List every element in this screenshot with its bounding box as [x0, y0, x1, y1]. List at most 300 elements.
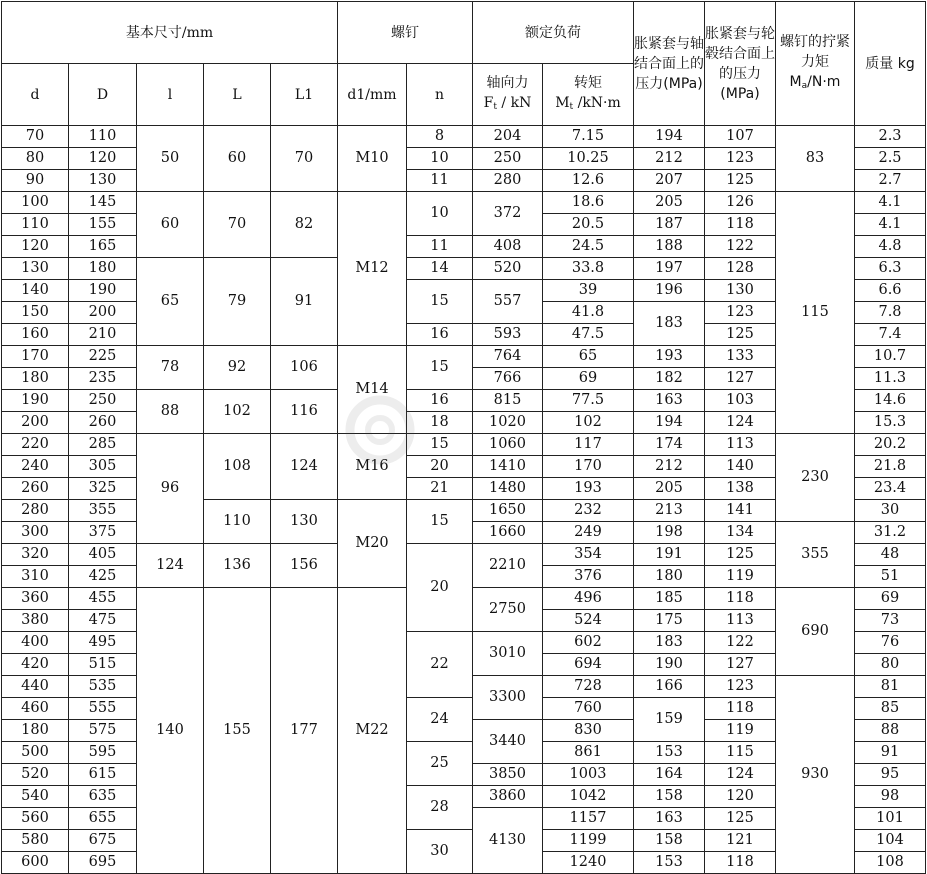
cell-p-hub: 107 [705, 126, 776, 148]
cell-mass: 6.3 [855, 258, 926, 280]
cell-Ma: 115 [776, 192, 855, 434]
cell-L1: 91 [271, 258, 338, 346]
cell-mass: 51 [855, 566, 926, 588]
cell-Ft: 3440 [473, 720, 543, 764]
cell-Ft: 3860 [473, 786, 543, 808]
cell-n: 18 [407, 412, 473, 434]
cell-D: 375 [69, 522, 137, 544]
cell-L1: 116 [271, 390, 338, 434]
cell-Mt: 10.25 [543, 148, 634, 170]
cell-p-hub: 125 [705, 808, 776, 830]
cell-Ft: 204 [473, 126, 543, 148]
cell-d: 140 [2, 280, 69, 302]
cell-Mt: 728 [543, 676, 634, 698]
cell-mass: 88 [855, 720, 926, 742]
cell-Ft: 408 [473, 236, 543, 258]
cell-D: 495 [69, 632, 137, 654]
cell-D: 425 [69, 566, 137, 588]
cell-Ft: 1480 [473, 478, 543, 500]
axial-force-unit: $F_t$ / kN [483, 94, 532, 112]
cell-mass: 10.7 [855, 346, 926, 368]
cell-L: 108 [204, 434, 271, 500]
cell-p-shaft: 183 [634, 632, 705, 654]
cell-d: 190 [2, 390, 69, 412]
cell-D: 145 [69, 192, 137, 214]
cell-mass: 4.8 [855, 236, 926, 258]
cell-mass: 11.3 [855, 368, 926, 390]
cell-D: 210 [69, 324, 137, 346]
cell-p-shaft: 159 [634, 698, 705, 742]
cell-l: 140 [137, 588, 204, 874]
cell-D: 455 [69, 588, 137, 610]
cell-d1: M12 [338, 192, 407, 346]
cell-d: 220 [2, 434, 69, 456]
cell-l: 88 [137, 390, 204, 434]
cell-mass: 80 [855, 654, 926, 676]
cell-mass: 2.3 [855, 126, 926, 148]
cell-p-hub: 119 [705, 720, 776, 742]
cell-Mt: 602 [543, 632, 634, 654]
cell-L1: 130 [271, 500, 338, 544]
cell-n: 15 [407, 346, 473, 390]
cell-p-shaft: 153 [634, 852, 705, 874]
cell-n: 11 [407, 170, 473, 192]
cell-n: 25 [407, 742, 473, 786]
cell-p-hub: 127 [705, 368, 776, 390]
cell-mass: 108 [855, 852, 926, 874]
cell-L1: 156 [271, 544, 338, 588]
header-screw: 螺钉 [338, 2, 473, 64]
header-d: d [2, 64, 69, 126]
cell-D: 165 [69, 236, 137, 258]
cell-p-hub: 120 [705, 786, 776, 808]
cell-Mt: 33.8 [543, 258, 634, 280]
cell-d: 130 [2, 258, 69, 280]
cell-d: 320 [2, 544, 69, 566]
cell-n: 14 [407, 258, 473, 280]
cell-p-shaft: 183 [634, 302, 705, 346]
cell-Mt: 232 [543, 500, 634, 522]
cell-d: 440 [2, 676, 69, 698]
cell-n: 22 [407, 632, 473, 698]
cell-p-hub: 118 [705, 852, 776, 874]
cell-p-shaft: 158 [634, 786, 705, 808]
header-d1: d1/mm [338, 64, 407, 126]
header-L1: L1 [271, 64, 338, 126]
cell-L1: 106 [271, 346, 338, 390]
cell-D: 155 [69, 214, 137, 236]
cell-mass: 69 [855, 588, 926, 610]
cell-Ft: 372 [473, 192, 543, 236]
cell-p-shaft: 196 [634, 280, 705, 302]
cell-Mt: 39 [543, 280, 634, 302]
cell-D: 655 [69, 808, 137, 830]
cell-L: 60 [204, 126, 271, 192]
cell-D: 225 [69, 346, 137, 368]
cell-L1: 124 [271, 434, 338, 500]
cell-D: 110 [69, 126, 137, 148]
cell-D: 535 [69, 676, 137, 698]
cell-mass: 15.3 [855, 412, 926, 434]
cell-Mt: 65 [543, 346, 634, 368]
cell-mass: 21.8 [855, 456, 926, 478]
header-basic-size: 基本尺寸/mm [2, 2, 338, 64]
cell-p-hub: 123 [705, 676, 776, 698]
header-l: l [137, 64, 204, 126]
cell-d: 500 [2, 742, 69, 764]
cell-mass: 4.1 [855, 192, 926, 214]
cell-mass: 95 [855, 764, 926, 786]
cell-mass: 7.8 [855, 302, 926, 324]
cell-L: 102 [204, 390, 271, 434]
cell-d: 520 [2, 764, 69, 786]
header-torque [543, 64, 634, 126]
cell-n: 16 [407, 324, 473, 346]
cell-Ft: 520 [473, 258, 543, 280]
cell-L1: 82 [271, 192, 338, 258]
cell-mass: 101 [855, 808, 926, 830]
cell-Ma: 930 [776, 676, 855, 874]
cell-Ma: 355 [776, 522, 855, 588]
cell-p-shaft: 164 [634, 764, 705, 786]
cell-l: 96 [137, 434, 204, 544]
cell-Mt: 694 [543, 654, 634, 676]
cell-d1: M10 [338, 126, 407, 192]
cell-D: 595 [69, 742, 137, 764]
table-row [2, 192, 926, 214]
cell-p-shaft: 188 [634, 236, 705, 258]
cell-p-shaft: 212 [634, 456, 705, 478]
cell-d: 160 [2, 324, 69, 346]
cell-D: 515 [69, 654, 137, 676]
cell-d: 580 [2, 830, 69, 852]
cell-p-hub: 127 [705, 654, 776, 676]
cell-mass: 81 [855, 676, 926, 698]
cell-p-shaft: 174 [634, 434, 705, 456]
cell-Mt: 7.15 [543, 126, 634, 148]
cell-p-hub: 125 [705, 170, 776, 192]
cell-Mt: 117 [543, 434, 634, 456]
cell-p-shaft: 197 [634, 258, 705, 280]
cell-Mt: 12.6 [543, 170, 634, 192]
cell-D: 130 [69, 170, 137, 192]
cell-p-shaft: 175 [634, 610, 705, 632]
cell-D: 200 [69, 302, 137, 324]
cell-D: 675 [69, 830, 137, 852]
cell-d: 400 [2, 632, 69, 654]
cell-Ft: 557 [473, 280, 543, 324]
cell-p-hub: 141 [705, 500, 776, 522]
cell-D: 250 [69, 390, 137, 412]
subscript: t [569, 101, 574, 112]
cell-Mt: 1199 [543, 830, 634, 852]
cell-n: 28 [407, 786, 473, 830]
cell-l: 60 [137, 192, 204, 258]
cell-Mt: 496 [543, 588, 634, 610]
cell-d: 240 [2, 456, 69, 478]
cell-p-shaft: 187 [634, 214, 705, 236]
cell-p-hub: 126 [705, 192, 776, 214]
cell-p-shaft: 180 [634, 566, 705, 588]
cell-p-shaft: 153 [634, 742, 705, 764]
cell-p-hub: 115 [705, 742, 776, 764]
cell-d: 420 [2, 654, 69, 676]
cell-Mt: 24.5 [543, 236, 634, 258]
cell-p-shaft: 185 [634, 588, 705, 610]
cell-d: 180 [2, 720, 69, 742]
cell-L1: 177 [271, 588, 338, 874]
cell-n: 15 [407, 434, 473, 456]
cell-Ft: 1020 [473, 412, 543, 434]
cell-p-hub: 130 [705, 280, 776, 302]
cell-D: 695 [69, 852, 137, 874]
cell-d: 380 [2, 610, 69, 632]
cell-mass: 2.7 [855, 170, 926, 192]
cell-D: 260 [69, 412, 137, 434]
cell-n: 8 [407, 126, 473, 148]
cell-Ft: 2750 [473, 588, 543, 632]
cell-mass: 4.1 [855, 214, 926, 236]
cell-L: 92 [204, 346, 271, 390]
cell-mass: 85 [855, 698, 926, 720]
cell-p-hub: 124 [705, 764, 776, 786]
header-D: D [69, 64, 137, 126]
cell-mass: 76 [855, 632, 926, 654]
cell-Mt: 18.6 [543, 192, 634, 214]
cell-l: 124 [137, 544, 204, 588]
cell-L: 70 [204, 192, 271, 258]
cell-L: 110 [204, 500, 271, 544]
cell-d: 110 [2, 214, 69, 236]
cell-mass: 98 [855, 786, 926, 808]
cell-D: 405 [69, 544, 137, 566]
cell-mass: 20.2 [855, 434, 926, 456]
cell-d1: M14 [338, 346, 407, 434]
cell-Mt: 102 [543, 412, 634, 434]
cell-d1: M20 [338, 500, 407, 588]
cell-D: 635 [69, 786, 137, 808]
cell-mass: 31.2 [855, 522, 926, 544]
cell-mass: 23.4 [855, 478, 926, 500]
torque-label: 转矩 [574, 74, 602, 91]
cell-p-hub: 113 [705, 434, 776, 456]
cell-n: 30 [407, 830, 473, 874]
cell-Mt: 193 [543, 478, 634, 500]
cell-d: 300 [2, 522, 69, 544]
cell-n: 10 [407, 192, 473, 236]
cell-d: 310 [2, 566, 69, 588]
cell-mass: 91 [855, 742, 926, 764]
cell-D: 305 [69, 456, 137, 478]
cell-p-hub: 118 [705, 214, 776, 236]
cell-p-shaft: 213 [634, 500, 705, 522]
cell-p-hub: 118 [705, 588, 776, 610]
cell-mass: 14.6 [855, 390, 926, 412]
cell-Mt: 524 [543, 610, 634, 632]
cell-d: 280 [2, 500, 69, 522]
cell-d: 600 [2, 852, 69, 874]
cell-mass: 48 [855, 544, 926, 566]
header-L: L [204, 64, 271, 126]
cell-p-shaft: 163 [634, 808, 705, 830]
cell-Mt: 170 [543, 456, 634, 478]
table-row [2, 126, 926, 148]
cell-p-hub: 134 [705, 522, 776, 544]
cell-Mt: 861 [543, 742, 634, 764]
cell-D: 120 [69, 148, 137, 170]
cell-n: 21 [407, 478, 473, 500]
cell-mass: 6.6 [855, 280, 926, 302]
cell-Ma: 83 [776, 126, 855, 192]
cell-Ft: 3850 [473, 764, 543, 786]
cell-d: 200 [2, 412, 69, 434]
cell-Mt: 760 [543, 698, 634, 720]
cell-Mt: 1003 [543, 764, 634, 786]
cell-Mt: 77.5 [543, 390, 634, 412]
cell-D: 285 [69, 434, 137, 456]
cell-d1: M16 [338, 434, 407, 500]
cell-mass: 2.5 [855, 148, 926, 170]
cell-p-shaft: 205 [634, 192, 705, 214]
cell-n: 11 [407, 236, 473, 258]
cell-p-hub: 122 [705, 632, 776, 654]
cell-l: 65 [137, 258, 204, 346]
header-axial-force [473, 64, 543, 126]
cell-n: 16 [407, 390, 473, 412]
cell-Ft: 2210 [473, 544, 543, 588]
cell-d: 70 [2, 126, 69, 148]
cell-Mt: 830 [543, 720, 634, 742]
cell-Ft: 3300 [473, 676, 543, 720]
cell-p-hub: 121 [705, 830, 776, 852]
cell-p-hub: 125 [705, 324, 776, 346]
cell-p-hub: 128 [705, 258, 776, 280]
cell-Mt: 41.8 [543, 302, 634, 324]
cell-d: 80 [2, 148, 69, 170]
cell-Ft: 250 [473, 148, 543, 170]
cell-p-shaft: 163 [634, 390, 705, 412]
cell-D: 190 [69, 280, 137, 302]
cell-p-hub: 119 [705, 566, 776, 588]
header-tighten-torque: 螺钉的拧紧力矩$M_a/N\cdot m$ [776, 2, 855, 126]
cell-Ft: 593 [473, 324, 543, 346]
cell-D: 355 [69, 500, 137, 522]
cell-p-hub: 118 [705, 698, 776, 720]
cell-Mt: 1042 [543, 786, 634, 808]
cell-p-shaft: 166 [634, 676, 705, 698]
cell-d: 360 [2, 588, 69, 610]
header-rated-load: 额定负荷 [473, 2, 634, 64]
cell-mass: 7.4 [855, 324, 926, 346]
cell-l: 78 [137, 346, 204, 390]
header-shaft-pressure: 胀紧套与轴结合面上的压力(MPa) [634, 2, 705, 126]
cell-Ft: 280 [473, 170, 543, 192]
cell-Ft: 1410 [473, 456, 543, 478]
cell-Mt: 354 [543, 544, 634, 566]
table-body [2, 126, 926, 874]
cell-p-shaft: 194 [634, 126, 705, 148]
axial-force-label: 轴向力 [486, 74, 529, 91]
cell-p-shaft: 205 [634, 478, 705, 500]
cell-p-hub: 113 [705, 610, 776, 632]
cell-p-shaft: 190 [634, 654, 705, 676]
cell-p-hub: 122 [705, 236, 776, 258]
cell-D: 325 [69, 478, 137, 500]
cell-D: 235 [69, 368, 137, 390]
cell-D: 180 [69, 258, 137, 280]
cell-Mt: 47.5 [543, 324, 634, 346]
cell-p-hub: 123 [705, 148, 776, 170]
cell-L1: 70 [271, 126, 338, 192]
cell-p-shaft: 198 [634, 522, 705, 544]
cell-p-shaft: 191 [634, 544, 705, 566]
cell-p-hub: 123 [705, 302, 776, 324]
cell-p-shaft: 158 [634, 830, 705, 852]
cell-Mt: 1240 [543, 852, 634, 874]
header-n: n [407, 64, 473, 126]
cell-p-shaft: 194 [634, 412, 705, 434]
cell-Ft: 1060 [473, 434, 543, 456]
cell-p-hub: 125 [705, 544, 776, 566]
cell-L: 155 [204, 588, 271, 874]
cell-Ft: 766 [473, 368, 543, 390]
cell-p-hub: 138 [705, 478, 776, 500]
cell-n: 24 [407, 698, 473, 742]
cell-L: 79 [204, 258, 271, 346]
header-hub-pressure: 胀紧套与轮毂结合面上的压力(MPa) [705, 2, 776, 126]
cell-d: 260 [2, 478, 69, 500]
cell-mass: 104 [855, 830, 926, 852]
cell-d: 540 [2, 786, 69, 808]
cell-p-shaft: 212 [634, 148, 705, 170]
cell-p-shaft: 182 [634, 368, 705, 390]
cell-d: 180 [2, 368, 69, 390]
subscript: a [801, 80, 808, 91]
cell-mass: 30 [855, 500, 926, 522]
cell-Ft: 815 [473, 390, 543, 412]
cell-p-hub: 133 [705, 346, 776, 368]
cell-p-hub: 103 [705, 390, 776, 412]
cell-l: 50 [137, 126, 204, 192]
torque-unit: $M_t$ /kN·m [555, 94, 621, 112]
cell-L: 136 [204, 544, 271, 588]
cell-d: 120 [2, 236, 69, 258]
cell-n: 15 [407, 500, 473, 544]
cell-Ft: 4130 [473, 808, 543, 874]
cell-Ft: 764 [473, 346, 543, 368]
header-mass: 质量 kg [855, 2, 926, 126]
cell-Mt: 249 [543, 522, 634, 544]
cell-p-hub: 140 [705, 456, 776, 478]
specification-table [1, 1, 926, 874]
cell-Mt: 1157 [543, 808, 634, 830]
cell-p-hub: 124 [705, 412, 776, 434]
cell-Mt: 69 [543, 368, 634, 390]
cell-Ft: 3010 [473, 632, 543, 676]
cell-d: 460 [2, 698, 69, 720]
cell-Ft: 1650 [473, 500, 543, 522]
subscript: t [493, 101, 497, 112]
cell-n: 20 [407, 456, 473, 478]
cell-Ma: 690 [776, 588, 855, 676]
cell-p-shaft: 207 [634, 170, 705, 192]
cell-n: 15 [407, 280, 473, 324]
cell-mass: 73 [855, 610, 926, 632]
cell-D: 575 [69, 720, 137, 742]
cell-d1: M22 [338, 588, 407, 874]
cell-d: 560 [2, 808, 69, 830]
cell-n: 10 [407, 148, 473, 170]
